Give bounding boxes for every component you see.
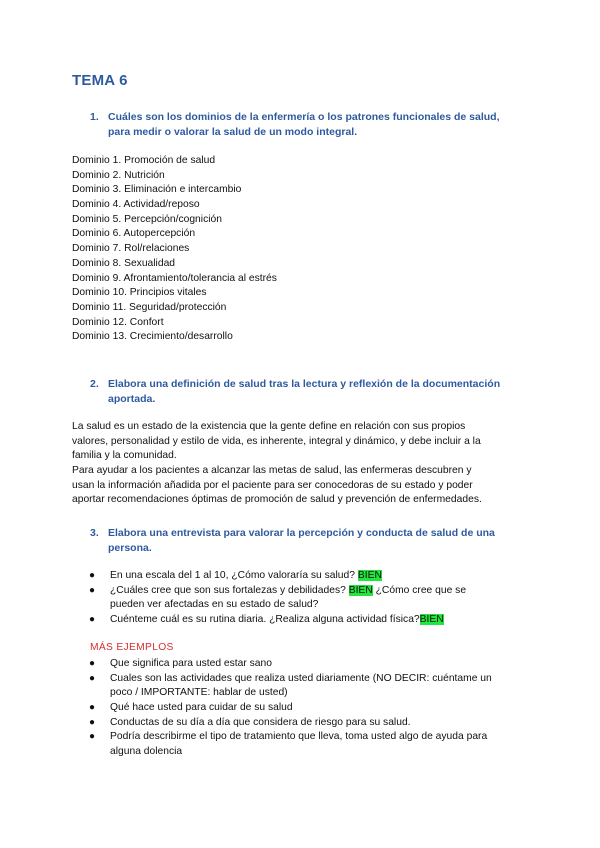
question-number: 1. — [90, 111, 99, 123]
list-item-text: En una escala del 1 al 10, ¿Cómo valoraría su salud? — [110, 570, 355, 581]
list-item: Dominio 7. Rol/relaciones — [72, 243, 190, 255]
bullet-icon: ● — [89, 570, 96, 581]
bullet-icon: ● — [89, 672, 96, 684]
list-item: Dominio 9. Afrontamiento/tolerancia al estrés — [72, 272, 277, 284]
list-item: Dominio 13. Crecimiento/desarrollo — [72, 331, 233, 343]
list-item-text: Cuales son las actividades que realiza usted diariamente (NO DECIR: cuéntame un — [110, 672, 492, 684]
interview-list — [72, 569, 532, 628]
health-definition — [72, 420, 528, 508]
question-1 — [72, 110, 542, 140]
question-text-line: Cuáles son los dominios de la enfermería o los patrones funcionales de salud, — [108, 111, 500, 123]
list-item — [72, 584, 532, 613]
highlight-badge: BIEN — [348, 584, 373, 596]
list-item: Dominio 11. Seguridad/protección — [72, 301, 227, 313]
list-item-text: pueden ver afectadas en su estado de salud? — [110, 599, 319, 611]
question-text-line: Elabora una entrevista para valorar la percepción y conducta de salud de una — [108, 527, 495, 539]
paragraph-line: Para ayudar a los pacientes a alcanzar las metas de salud, las enfermeras descubren y — [72, 465, 472, 477]
list-item: Dominio 12. Confort — [72, 316, 164, 328]
question-3 — [72, 526, 542, 556]
highlight-badge: BIEN — [419, 614, 444, 626]
list-item — [72, 613, 532, 628]
list-item-text: alguna dolencia — [110, 746, 183, 758]
highlight-badge: BIEN — [357, 570, 382, 581]
bullet-icon: ● — [89, 614, 96, 626]
page-title: TEMA 6 — [72, 72, 128, 89]
list-item-text: ¿Cuáles cree que son sus fortalezas y debilidades? — [110, 584, 346, 596]
question-2 — [72, 377, 542, 407]
question-text-line: Elabora una definición de salud tras la lectura y reflexión de la documentación — [108, 378, 501, 390]
list-item-text: Podría describirme el tipo de tratamiento que lleva, toma usted algo de ayuda para — [110, 731, 488, 743]
list-item: Dominio 1. Promoción de salud — [72, 155, 216, 166]
list-item — [72, 672, 532, 701]
list-item — [72, 657, 532, 672]
question-text-line: para medir o valorar la salud de un modo integral. — [108, 126, 358, 138]
question-text-line: aportada. — [108, 393, 156, 405]
list-item: Dominio 3. Eliminación e intercambio — [72, 184, 242, 196]
paragraph-line: aportar recomendaciones óptimas de promoción de salud y prevención de enfermedades. — [72, 494, 482, 506]
bullet-icon: ● — [89, 731, 96, 743]
question-number: 3. — [90, 527, 99, 539]
list-item-text: Cuénteme cuál es su rutina diaria. ¿Realiza alguna actividad física? — [110, 614, 420, 626]
question-number: 2. — [90, 378, 99, 390]
bullet-icon: ● — [89, 584, 96, 596]
list-item: Dominio 8. Sexualidad — [72, 257, 176, 269]
list-item-text: Conductas de su día a día que considera de riesgo para su salud. — [110, 716, 411, 728]
domain-list — [72, 154, 532, 345]
bullet-icon: ● — [89, 716, 96, 728]
paragraph-line: valores, personalidad y estilo de vida, es inherente, integral y dinámico, y debe incluir a la — [72, 435, 481, 447]
list-item-text: Que significa para usted estar sano — [110, 658, 272, 669]
list-item-text: poco / IMPORTANTE: hablar de usted) — [110, 687, 288, 699]
bullet-icon: ● — [89, 658, 96, 669]
list-item: Dominio 2. Nutrición — [72, 169, 165, 181]
paragraph-line: usan la información añadida por el paciente para ser conocedoras de su estado y poder — [72, 479, 473, 491]
list-item: Dominio 6. Autopercepción — [72, 228, 196, 240]
list-item: Dominio 5. Percepción/cognición — [72, 213, 222, 225]
paragraph-line: La salud es un estado de la existencia que la gente define en relación con sus propios — [72, 421, 466, 432]
bullet-icon: ● — [89, 702, 96, 714]
list-item — [72, 716, 532, 731]
more-examples-heading: MÁS EJEMPLOS — [90, 642, 174, 653]
list-item — [72, 701, 532, 716]
list-item-text: ¿Cómo cree que se — [375, 584, 467, 596]
list-item-text: Qué hace usted para cuidar de su salud — [110, 702, 293, 714]
question-text-line: persona. — [108, 542, 152, 554]
list-item: Dominio 4. Actividad/reposo — [72, 199, 200, 211]
paragraph-line: familia y la comunidad. — [72, 450, 177, 462]
list-item — [72, 569, 532, 584]
more-examples-list — [72, 657, 532, 760]
list-item — [72, 730, 532, 759]
list-item: Dominio 10. Principios vitales — [72, 287, 207, 299]
